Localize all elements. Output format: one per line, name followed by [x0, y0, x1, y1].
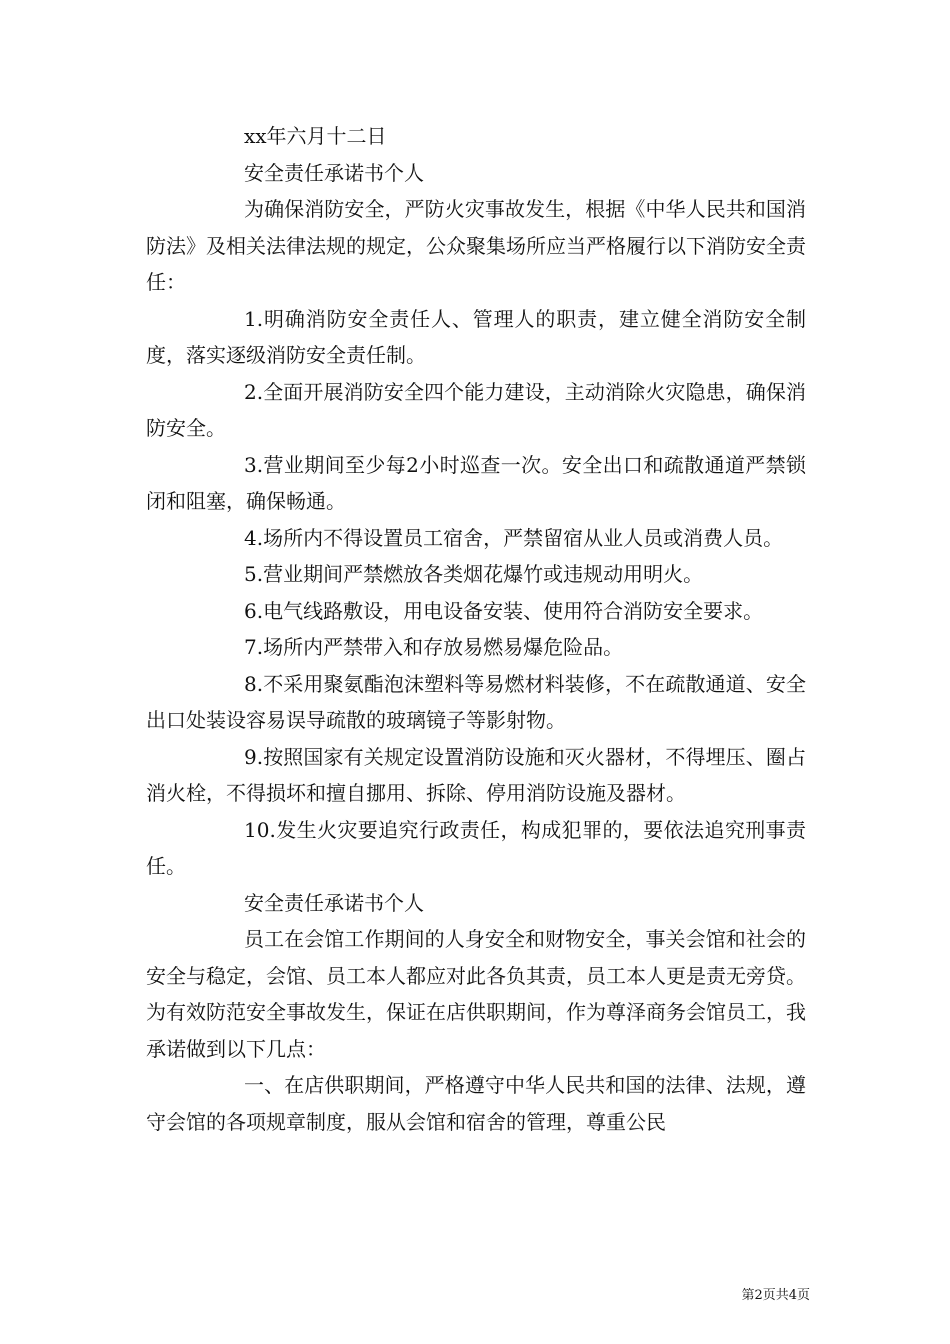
- page-number: 第2页共4页: [741, 1288, 810, 1303]
- list-item: 1.明确消防安全责任人、管理人的职责，建立健全消防安全制度，落实逐级消防安全责任制。: [146, 306, 806, 367]
- list-item: 3.营业期间至少每2小时巡查一次。安全出口和疏散通道严禁锁闭和阻塞，确保畅通。: [146, 452, 806, 513]
- list-item: 9.按照国家有关规定设置消防设施和灭火器材，不得埋压、圈占消火栓，不得损坏和擅自挪用、拆除、停用消防设施及器材。: [146, 744, 806, 805]
- document-body: [146, 118, 806, 1140]
- list-item: 10.发生火灾要追究行政责任，构成犯罪的，要依法追究刑事责任。: [146, 817, 806, 878]
- list-item: 8.不采用聚氨酯泡沫塑料等易燃材料装修，不在疏散通道、安全出口处装设容易误导疏散的玻璃镜子等影射物。: [146, 671, 806, 732]
- list-item: 4.场所内不得设置员工宿舍，严禁留宿从业人员或消费人员。: [244, 525, 784, 550]
- list-item: 7.场所内严禁带入和存放易燃易爆危险品。: [244, 635, 624, 659]
- paragraph: 为确保消防安全，严防火灾事故发生，根据《中华人民共和国消防法》及相关法律法规的规定，公众聚集场所应当严格履行以下消防安全责任：: [146, 197, 806, 294]
- date-line: xx年六月十二日: [244, 124, 387, 148]
- paragraph: 一、在店供职期间，严格遵守中华人民共和国的法律、法规，遵守会馆的各项规章制度，服从会馆和宿舍的管理，尊重公民: [146, 1073, 806, 1134]
- section-title: 安全责任承诺书个人: [244, 160, 424, 185]
- list-item: 6.电气线路敷设，用电设备安装、使用符合消防安全要求。: [244, 598, 764, 623]
- list-item: 5.营业期间严禁燃放各类烟花爆竹或违规动用明火。: [244, 562, 704, 586]
- list-item: 2.全面开展消防安全四个能力建设，主动消除火灾隐患，确保消防安全。: [146, 379, 806, 440]
- paragraph: 员工在会馆工作期间的人身安全和财物安全，事关会馆和社会的安全与稳定，会馆、员工本人都应对此各负其责，员工本人更是责无旁贷。为有效防范安全事故发生，保证在店供职期间，作为尊泽商务会馆员工，我承诺做到以下几点：: [146, 927, 806, 1061]
- section-title: 安全责任承诺书个人: [244, 890, 424, 915]
